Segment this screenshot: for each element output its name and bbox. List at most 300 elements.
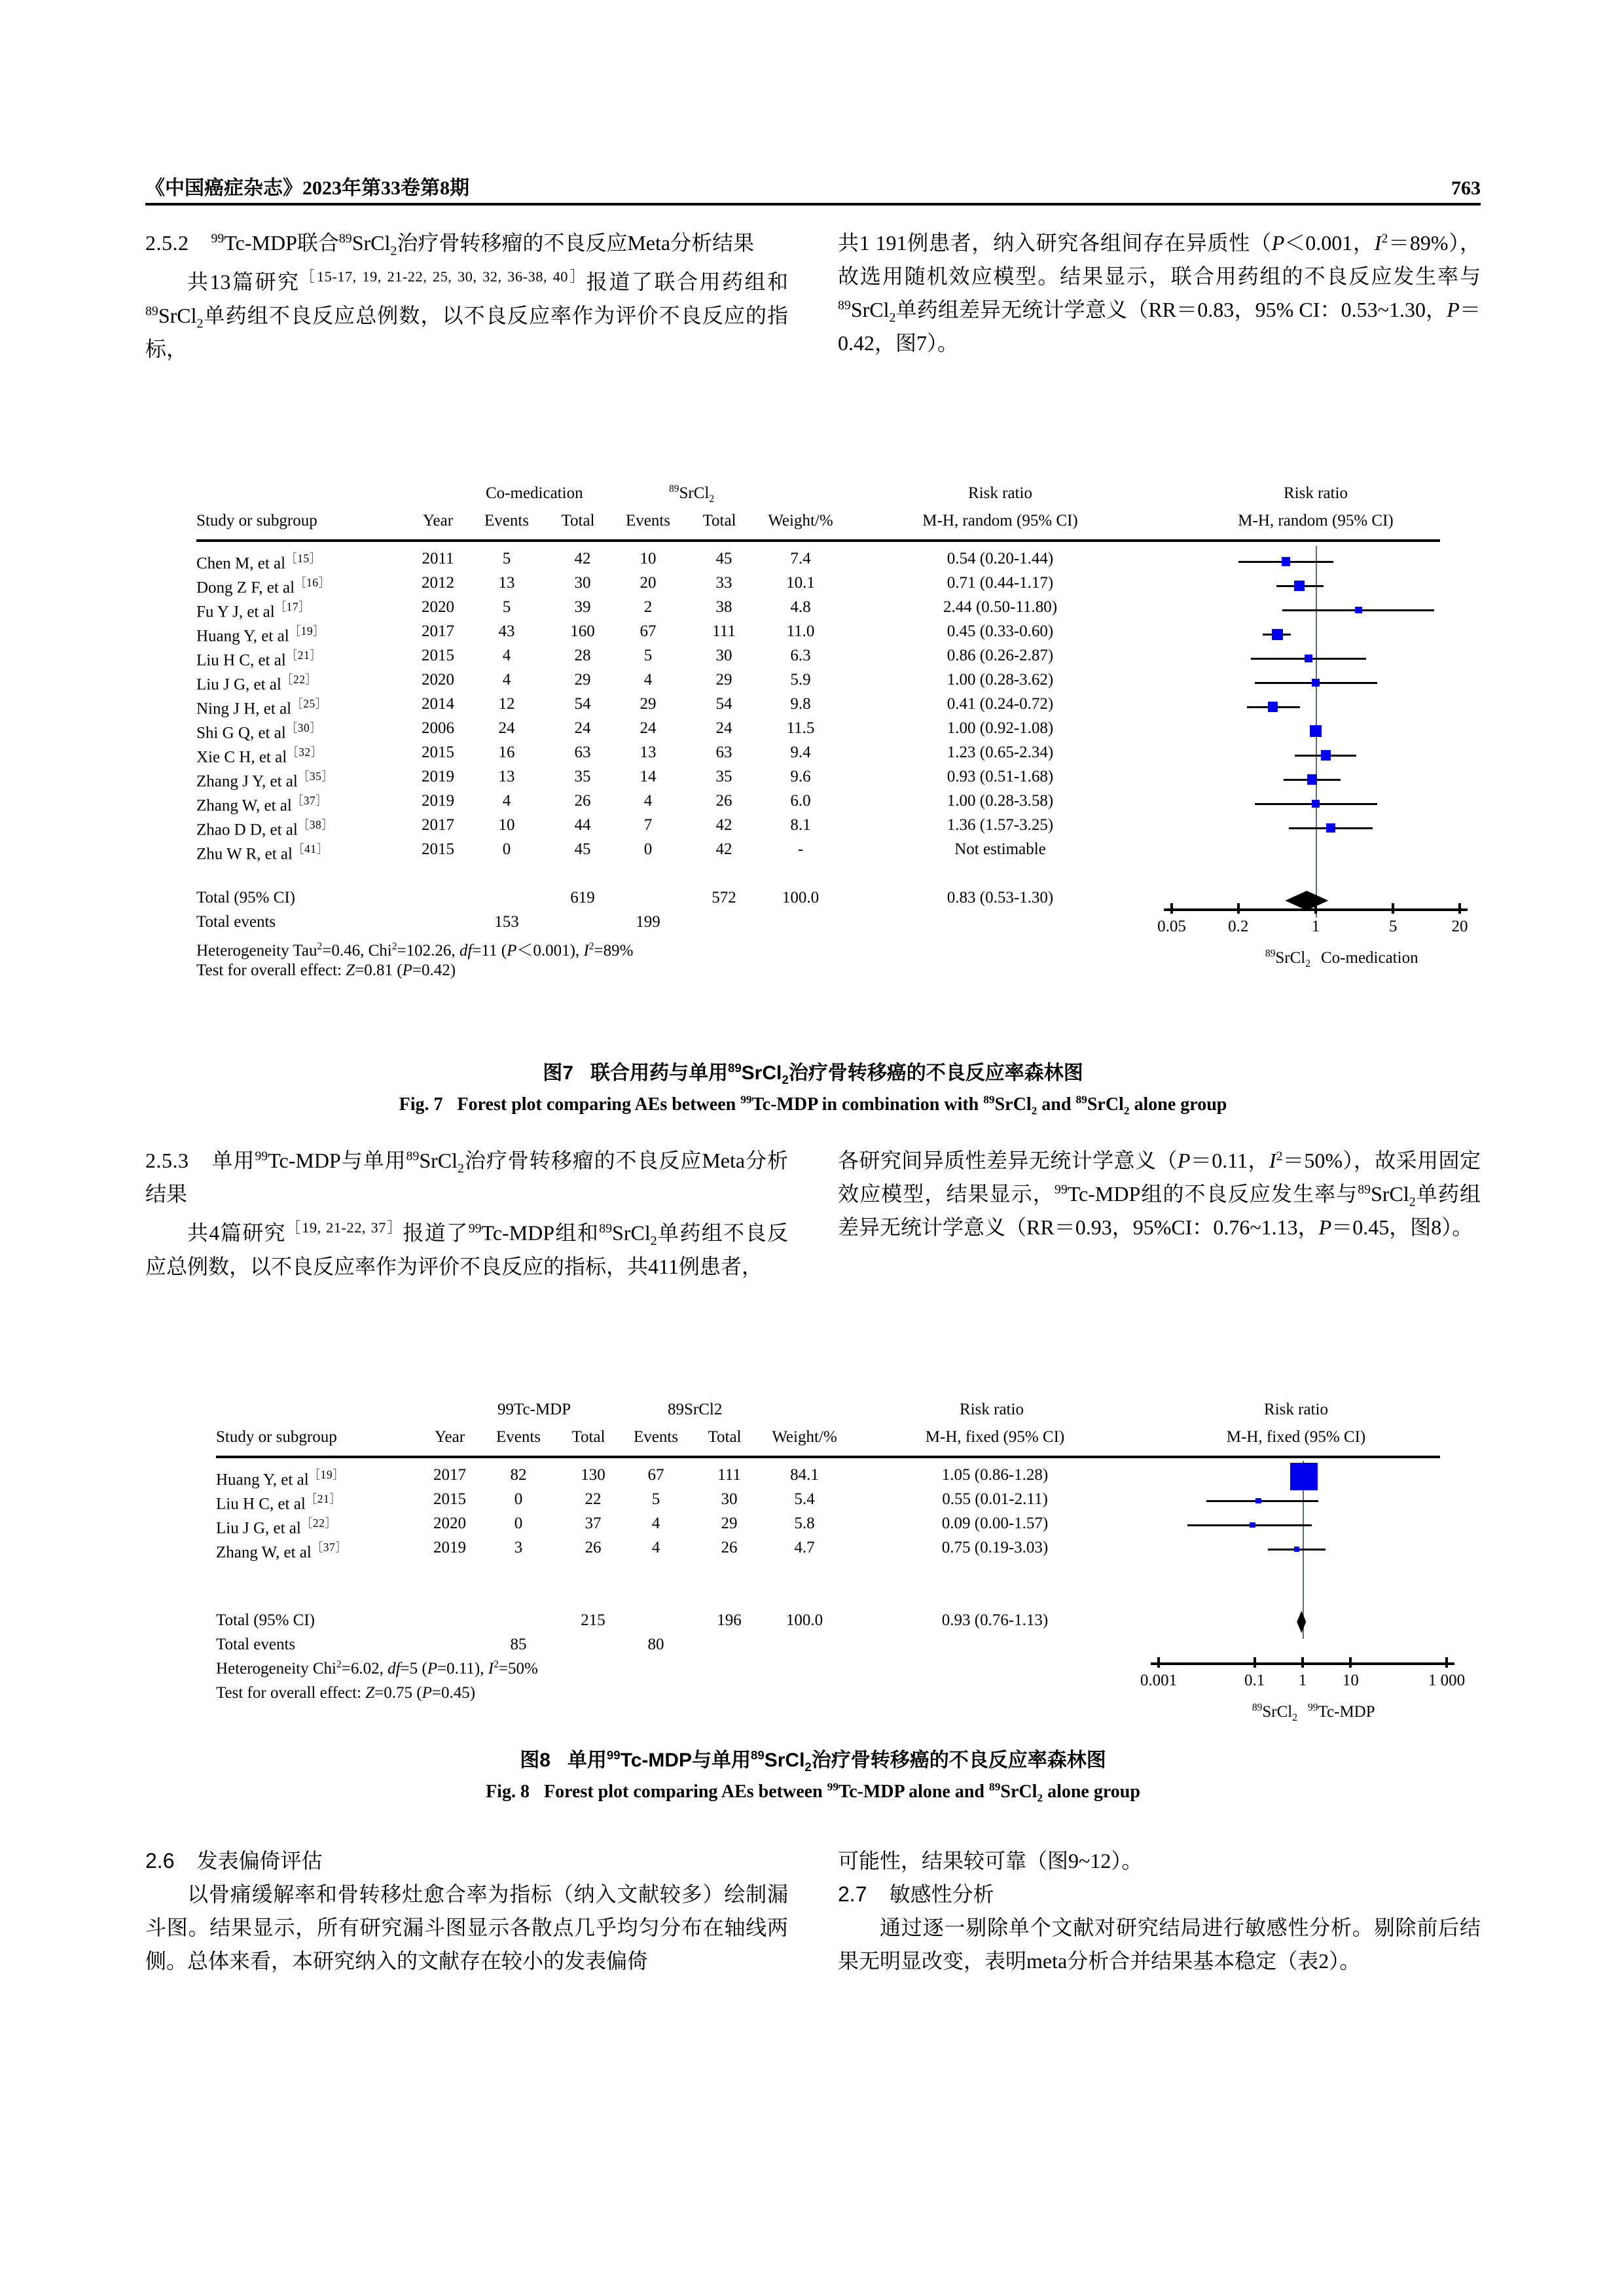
study-label: Shi G Q, et al	[196, 724, 286, 742]
rc253-p: P	[1177, 1149, 1191, 1172]
axis-label-right: Co-medication	[1321, 949, 1418, 967]
study-reference: ［37］	[311, 1541, 348, 1554]
cell-events-1: 0	[502, 840, 511, 858]
total-total-1: 215	[581, 1611, 605, 1629]
table-row	[196, 647, 321, 670]
fig7-en-f: alone group	[1129, 1094, 1227, 1115]
cell-events-2: 5	[643, 647, 653, 664]
effect-size-marker	[1294, 1547, 1299, 1552]
section-number-27: 2.7	[838, 1882, 867, 1906]
sup-89b: 89	[599, 1221, 613, 1236]
rc253-e: SrCl	[1371, 1182, 1409, 1206]
table-row	[196, 598, 310, 621]
table-top-rule	[216, 1456, 1440, 1458]
axis-tick	[1170, 903, 1173, 914]
rc-line2-close: ），故选用随机效应模型。结果显示，联合用药组的不良反应发生率与	[838, 231, 1481, 288]
cell-events-2: 29	[640, 695, 657, 713]
heading-text-c: 治疗骨转移瘤的不良反应Meta分析结果	[397, 231, 755, 255]
cell-total-2: 42	[715, 816, 732, 834]
rc-line3-a: SrCl	[850, 298, 890, 321]
sup-89b: 89	[145, 304, 158, 318]
axis-label-left: $^{89}$SrCl$_2$	[1252, 1702, 1297, 1723]
fig8-cn-prefix: 图8	[520, 1749, 550, 1771]
sub-2: 2	[390, 243, 397, 259]
axis-tick	[1237, 903, 1240, 914]
cell-weight: -	[797, 840, 804, 858]
cell-total-2: 35	[715, 768, 732, 785]
study-label: Zhang W, et al	[196, 797, 292, 815]
cell-weight: 5.9	[790, 671, 811, 689]
cell-weight: 10.1	[786, 574, 815, 592]
axis-tick-label: 0.1	[1244, 1672, 1265, 1689]
section-title-26: 发表偏倚评估	[196, 1849, 323, 1873]
cell-weight: 9.8	[790, 695, 811, 713]
rc253-sup99: 99	[1054, 1182, 1068, 1197]
p253-a: 共4篇研究	[187, 1221, 286, 1245]
axis-tick-label: 20	[1451, 918, 1468, 935]
group-header-srcl2	[669, 484, 714, 503]
rc253-g: ＝0.45，图8）。	[1331, 1215, 1473, 1239]
col-header-weight: Weight/%	[772, 1428, 837, 1446]
total-events-1: 85	[510, 1636, 527, 1653]
header-rule	[145, 203, 1481, 206]
rc-line2-eq: ＝89%	[1388, 231, 1449, 255]
left-column-bottom	[145, 1844, 788, 1978]
rc-line1: 共1 191例患者，纳入研究各组间存在异质性	[838, 231, 1250, 255]
fig7-en-a: Forest plot comparing AEs between	[457, 1094, 741, 1115]
cell-effect: 1.00 (0.92-1.08)	[947, 719, 1054, 737]
cell-events-2: 14	[640, 768, 657, 785]
total-events-label: Total events	[216, 1636, 296, 1653]
cell-year: 2020	[422, 598, 454, 616]
fig8-en-d: alone group	[1043, 1782, 1140, 1802]
cell-year: 2014	[422, 695, 454, 713]
rc253-p2: P	[1318, 1215, 1332, 1239]
cell-events-2: 4	[643, 671, 653, 689]
cell-weight: 9.4	[790, 744, 811, 761]
h253-pre: 单用	[211, 1149, 255, 1172]
cell-events-1: 3	[514, 1539, 523, 1556]
cell-total-2: 42	[715, 840, 732, 858]
fig7-en-prefix: Fig. 7	[399, 1094, 443, 1115]
h253-c: 治疗骨转移瘤的不良反应Meta分析结果	[145, 1149, 788, 1206]
confidence-interval-line	[1206, 1500, 1318, 1502]
cell-events-1: 13	[498, 768, 515, 785]
cell-effect: 0.86 (0.26-2.87)	[947, 647, 1054, 664]
study-reference: ［32］	[287, 745, 323, 759]
study-reference: ［22］	[300, 1516, 337, 1530]
reference-citation: ［15-17, 19, 21-22, 25, 30, 32, 36-38, 40］	[300, 268, 586, 285]
cell-weight: 5.8	[794, 1515, 815, 1532]
table-row	[196, 719, 321, 742]
cell-total-2: 24	[715, 719, 732, 737]
effect-size-marker	[1272, 629, 1283, 640]
left-column-mid	[145, 1144, 788, 1283]
cell-total-2: 111	[712, 622, 736, 640]
heterogeneity-note: Heterogeneity Tau$^2$=0.46, Chi$^2$=102.26, df=11 (P＜0.001), $I^2=89\%$	[196, 941, 634, 960]
fig8-cn-d: 治疗骨转移癌的不良反应率森林图	[811, 1749, 1106, 1771]
col-header-year: Year	[422, 512, 454, 529]
group-header-risk-ratio-1: Risk ratio	[960, 1401, 1024, 1418]
paragraph-2-5-2	[145, 260, 788, 366]
section-number: 2.5.2	[145, 231, 189, 255]
rc-paren-open: （	[1250, 231, 1272, 255]
axis-tick-label: 1	[1298, 1672, 1307, 1689]
fig8-en-prefix: Fig. 8	[486, 1782, 530, 1802]
cell-effect: 1.36 (1.57-3.25)	[947, 816, 1054, 834]
cell-weight: 9.6	[790, 768, 811, 785]
p253-d: SrCl	[612, 1221, 651, 1245]
table-row	[196, 622, 325, 645]
study-reference: ［19］	[308, 1468, 345, 1481]
rc253-sub2: 2	[1409, 1194, 1416, 1210]
cell-year: 2015	[422, 840, 454, 858]
col-header-study: Study or subgroup	[196, 512, 317, 529]
axis-tick-label: 5	[1388, 918, 1398, 935]
study-reference: ［25］	[291, 697, 327, 710]
rc-italic-p: P	[1271, 231, 1285, 255]
rc253-a: 各研究间异质性差异无统计学意义（	[838, 1149, 1178, 1172]
cell-total-1: 130	[581, 1466, 605, 1484]
table-row	[216, 1490, 341, 1513]
study-label: Dong Z F, et al	[196, 579, 295, 597]
sup-89: 89	[406, 1149, 420, 1164]
table-row	[196, 695, 327, 718]
cell-weight: 6.3	[790, 647, 811, 664]
cell-events-2: 4	[651, 1539, 660, 1556]
col-header-effect: M-H, fixed (95% CI)	[925, 1428, 1065, 1446]
sub-2b: 2	[196, 316, 204, 331]
rc253-i: I	[1269, 1149, 1276, 1172]
cell-total-1: 28	[574, 647, 591, 664]
sub-2b: 2	[1123, 1104, 1130, 1117]
table-row	[196, 744, 323, 766]
effect-size-marker	[1355, 607, 1362, 614]
sup-89: 89	[989, 1780, 1001, 1793]
total-events-2: 80	[647, 1636, 664, 1653]
rc253-f: 单药组差异无统计学意义（RR＝0.93，95%CI：0.76~1.13，	[838, 1182, 1481, 1239]
fig8-en-c: SrCl	[1000, 1782, 1038, 1802]
section-number-26: 2.6	[145, 1849, 175, 1873]
cell-events-2: 67	[640, 622, 657, 640]
section-heading-2-5-2	[145, 226, 788, 260]
study-label: Liu H C, et al	[196, 651, 286, 670]
right-column-mid	[838, 1144, 1481, 1244]
fig7-cn-b: SrCl	[741, 1062, 782, 1084]
study-reference: ［41］	[292, 842, 329, 855]
study-label: Liu H C, et al	[216, 1495, 306, 1513]
axis-tick-label: 1	[1311, 918, 1320, 935]
axis-tick	[1349, 1657, 1352, 1668]
pooled-effect-diamond	[1285, 891, 1328, 910]
table-row	[196, 671, 317, 694]
study-label: Huang Y, et al	[196, 627, 289, 645]
cell-year: 2020	[422, 671, 454, 689]
section-heading-2-6	[145, 1844, 788, 1878]
axis-tick-label: 0.2	[1228, 918, 1249, 935]
cell-total-2: 111	[717, 1466, 741, 1484]
cell-weight: 7.4	[790, 550, 811, 567]
cell-total-2: 29	[715, 671, 732, 689]
cell-year: 2006	[422, 719, 454, 737]
paragraph-2-7: 通过逐一剔除单个文献对研究结局进行敏感性分析。剔除前后结果无明显改变，表明meta分析合并结果基本稳定（表2）。	[838, 1916, 1481, 1973]
col-header-events-2: Events	[633, 1428, 679, 1446]
table-row	[216, 1466, 344, 1489]
cell-year: 2015	[422, 647, 454, 664]
total-total-2: 572	[712, 889, 736, 906]
forest-plot-figure-8	[216, 1401, 1466, 1741]
group-header-co-medication: Co-medication	[486, 484, 583, 502]
effect-size-marker	[1312, 800, 1320, 808]
col-header-plot: M-H, random (95% CI)	[1238, 512, 1394, 529]
cell-events-1: 12	[498, 695, 515, 713]
study-reference: ［16］	[295, 576, 331, 589]
cell-effect: 0.71 (0.44-1.17)	[947, 574, 1054, 592]
cell-weight: 11.5	[786, 719, 815, 737]
effect-size-marker	[1310, 725, 1322, 737]
table-row	[196, 792, 327, 815]
sup-99: 99	[211, 231, 225, 246]
fig8-en-b: Tc-MDP alone and	[839, 1782, 990, 1802]
cell-events-2: 13	[640, 744, 657, 761]
cell-year: 2019	[422, 768, 454, 785]
para-text-c: SrCl	[158, 303, 197, 327]
cell-events-2: 24	[640, 719, 657, 737]
cell-effect: 1.00 (0.28-3.58)	[947, 792, 1054, 810]
cell-events-1: 4	[502, 647, 511, 664]
cell-weight: 4.8	[790, 598, 811, 616]
cell-weight: 11.0	[786, 622, 815, 640]
cell-total-2: 30	[715, 647, 732, 664]
effect-size-marker	[1250, 1522, 1255, 1528]
axis-tick	[1254, 1657, 1256, 1668]
cell-total-2: 29	[721, 1515, 738, 1532]
cell-events-1: 4	[502, 671, 511, 689]
section-title-27: 敏感性分析	[889, 1882, 994, 1906]
cell-events-1: 82	[510, 1466, 527, 1484]
heading-text-b: SrCl	[352, 231, 391, 255]
cell-total-1: 42	[574, 550, 591, 567]
sub-2a: 2	[1031, 1104, 1038, 1117]
cell-total-2: 33	[715, 574, 732, 592]
cell-effect: 2.44 (0.50-11.80)	[943, 598, 1058, 616]
cell-total-1: 26	[574, 792, 591, 810]
cell-events-1: 24	[498, 719, 515, 737]
cell-total-1: 26	[585, 1539, 602, 1556]
cell-total-1: 30	[574, 574, 591, 592]
total-effect: 0.93 (0.76-1.13)	[941, 1611, 1049, 1629]
axis-label-right: $^{99}$Tc-MDP	[1308, 1702, 1375, 1721]
cell-total-1: 45	[574, 840, 591, 858]
cell-events-2: 5	[651, 1490, 660, 1508]
axis-tick	[1458, 903, 1461, 914]
cell-effect: 0.93 (0.51-1.68)	[947, 768, 1054, 785]
cell-effect: 0.45 (0.33-0.60)	[947, 622, 1054, 640]
rc-italic-p2: P	[1447, 298, 1460, 321]
rc-line3-b: 单药组差异无统计学意义（RR＝0.83，95% CI：0.53~1.30，	[895, 298, 1447, 321]
cell-year: 2017	[422, 622, 454, 640]
reference-citation-253: ［19, 21-22, 37］	[285, 1219, 403, 1236]
cell-total-1: 63	[574, 744, 591, 761]
h253-b: SrCl	[419, 1149, 458, 1172]
cell-events-1: 16	[498, 744, 515, 761]
effect-size-marker	[1307, 774, 1318, 785]
effect-size-marker	[1312, 679, 1320, 687]
cell-effect: 0.75 (0.19-3.03)	[941, 1539, 1049, 1556]
cell-events-1: 13	[498, 574, 515, 592]
cell-events-1: 43	[498, 622, 515, 640]
sub-2: 2	[458, 1161, 464, 1176]
effect-size-marker	[1294, 581, 1305, 591]
rc-line3-c: ＝0.42，图7）。	[838, 298, 1481, 355]
axis-tick	[1314, 903, 1317, 914]
col-header-plot: M-H, fixed (95% CI)	[1226, 1428, 1366, 1446]
cell-year: 2015	[422, 744, 454, 761]
cell-year: 2017	[422, 816, 454, 834]
cell-events-1: 5	[502, 598, 511, 616]
fig8-en-a: Forest plot comparing AEs between	[543, 1782, 827, 1802]
cell-total-2: 38	[715, 598, 732, 616]
fig8-cn-c: SrCl	[764, 1749, 805, 1771]
total-row-label: Total (95% CI)	[196, 889, 295, 906]
table-row	[196, 768, 333, 791]
axis-tick-label: 10	[1342, 1672, 1359, 1689]
rc253-c: ＝50%），故采用固定效应模型，结果显示，	[838, 1149, 1481, 1206]
paragraph-2-5-3-cont	[838, 1144, 1481, 1244]
fig7-cn-a: 联合用药与单用	[590, 1062, 728, 1084]
total-events-label: Total events	[196, 913, 276, 931]
group-header-risk-ratio-2: Risk ratio	[1284, 484, 1348, 502]
study-label: Xie C H, et al	[196, 748, 287, 766]
p253-b: 报道了	[403, 1221, 469, 1245]
cell-events-1: 10	[498, 816, 515, 834]
effect-size-marker	[1255, 1498, 1261, 1503]
axis-tick-label: 1 000	[1428, 1672, 1466, 1689]
cell-weight: 6.0	[790, 792, 811, 810]
cell-events-1: 0	[514, 1490, 523, 1508]
fig7-cn-c: 治疗骨转移癌的不良反应率森林图	[788, 1062, 1083, 1084]
section-heading-2-5-3	[145, 1144, 788, 1211]
total-total-2: 196	[717, 1611, 742, 1629]
axis-tick	[1445, 1657, 1448, 1668]
fig7-en-e: SrCl	[1087, 1094, 1124, 1115]
cell-year: 2020	[433, 1515, 466, 1532]
cell-effect: 0.41 (0.24-0.72)	[947, 695, 1054, 713]
study-reference: ［30］	[285, 721, 322, 734]
total-weight: 100.0	[782, 889, 820, 906]
figure-7-caption-cn	[145, 1056, 1481, 1085]
left-column-top	[145, 226, 788, 366]
cell-total-1: 160	[570, 622, 595, 640]
group-header-risk-ratio-1: Risk ratio	[968, 484, 1032, 502]
col-header-total-1: Total	[561, 512, 595, 529]
cell-total-2: 45	[715, 550, 732, 567]
forest-plot-figure-7	[196, 483, 1468, 1060]
cell-total-2: 26	[715, 792, 732, 810]
pooled-effect-diamond	[1297, 1611, 1306, 1633]
total-effect: 0.83 (0.53-1.30)	[947, 889, 1054, 906]
axis-tick	[1157, 1657, 1160, 1668]
effect-size-marker	[1326, 823, 1335, 833]
cell-events-2: 4	[651, 1515, 660, 1532]
study-reference: ［22］	[281, 673, 317, 686]
sub-2b: 2	[650, 1234, 657, 1249]
table-row	[196, 574, 331, 597]
axis-tick-label: 0.001	[1140, 1672, 1178, 1689]
fig7-en-c: SrCl	[994, 1094, 1032, 1115]
col-header-study: Study or subgroup	[216, 1428, 337, 1446]
sup-89: 89	[669, 483, 679, 495]
effect-size-marker	[1282, 557, 1290, 565]
cell-events-2: 7	[643, 816, 653, 834]
study-reference: ［21］	[285, 649, 322, 662]
group-header-risk-ratio-2: Risk ratio	[1264, 1401, 1328, 1418]
cell-total-2: 54	[715, 695, 732, 713]
study-label: Huang Y, et al	[216, 1471, 309, 1489]
sub-2: 2	[709, 493, 715, 505]
sup-89: 89	[338, 231, 352, 246]
sup-99: 99	[740, 1093, 752, 1106]
p253-c: Tc-MDP组和	[481, 1221, 600, 1245]
paragraph-2-6: 以骨痛缓解率和骨转移灶愈合率为指标（纳入文献较多）绘制漏斗图。结果显示，所有研究漏斗图显示各散点几乎均匀分布在轴线两侧。总体来看，本研究纳入的文献存在较小的发表偏倚	[145, 1882, 788, 1973]
heading-text-a: Tc-MDP联合	[224, 231, 339, 255]
rc-sup-2: 2	[1381, 231, 1388, 246]
cell-year: 2017	[433, 1466, 466, 1484]
cell-total-1: 29	[574, 671, 591, 689]
cell-weight: 5.4	[794, 1490, 815, 1508]
study-reference: ［15］	[285, 552, 321, 565]
table-row	[216, 1515, 336, 1537]
table-top-rule	[196, 539, 1440, 542]
cell-total-2: 63	[715, 744, 732, 761]
sup-99: 99	[827, 1780, 839, 1793]
study-reference: ［17］	[274, 600, 311, 613]
sub-2: 2	[804, 1760, 812, 1774]
overall-effect-note: Test for overall effect: Z=0.75 (P=0.45)	[216, 1684, 476, 1702]
section-number-253: 2.5.3	[145, 1149, 189, 1172]
study-label: Zhu W R, et al	[196, 845, 293, 863]
study-label: Ning J H, et al	[196, 700, 292, 718]
study-label: Liu J G, et al	[216, 1519, 301, 1537]
cell-effect: 0.54 (0.20-1.44)	[947, 550, 1054, 567]
cell-total-1: 37	[585, 1515, 602, 1532]
sup-89a: 89	[983, 1093, 995, 1106]
cell-events-2: 0	[643, 840, 653, 858]
total-total-1: 619	[570, 889, 595, 906]
col-header-weight: Weight/%	[768, 512, 833, 529]
group-header-89srcl2: 89SrCl2	[668, 1401, 723, 1418]
cell-total-1: 22	[585, 1490, 602, 1508]
rc-sup-89: 89	[838, 298, 851, 313]
total-weight: 100.0	[785, 1611, 823, 1629]
figure-8-caption-cn	[145, 1744, 1481, 1772]
cell-total-2: 30	[721, 1490, 738, 1508]
sup-99b: 99	[468, 1221, 482, 1236]
sub-2: 2	[782, 1073, 789, 1086]
col-header-events-1: Events	[484, 512, 530, 529]
cell-total-1: 24	[574, 719, 591, 737]
paragraph-2-5-2-cont	[838, 226, 1481, 360]
fig7-cn-prefix: 图7	[543, 1062, 573, 1084]
sup-99: 99	[255, 1149, 268, 1164]
cell-weight: 84.1	[790, 1466, 819, 1484]
study-label: Liu J G, et al	[196, 675, 281, 694]
fig7-en-b: Tc-MDP in combination with	[751, 1094, 984, 1115]
rc253-d: Tc-MDP组的不良反应发生率与	[1067, 1182, 1358, 1206]
cell-events-2: 10	[640, 550, 657, 567]
cell-total-1: 44	[574, 816, 591, 834]
cell-year: 2011	[422, 550, 454, 567]
